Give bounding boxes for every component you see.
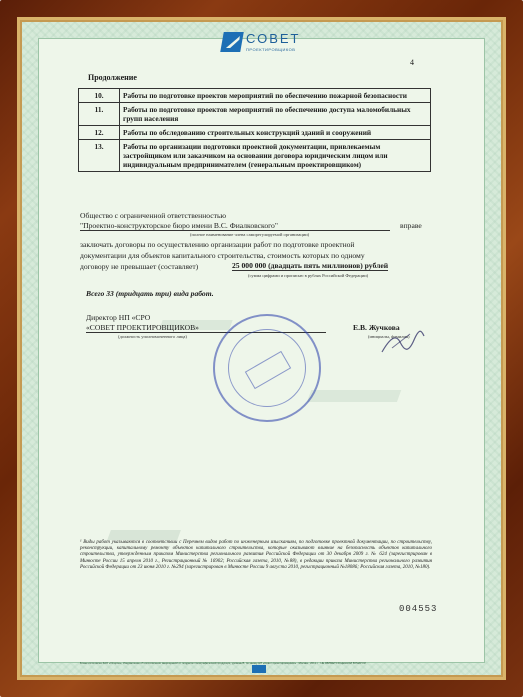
sovet-logo bbox=[222, 30, 312, 60]
footnote: ¹ Виды работ указываются в соответствии с Перечнем видов работ по инженерным изысканиям, по подготовке проектной документации, по строительству, реконструкции, капитальному ремонту объектов капитального строительства, которые оказывают влияние на безопасность объектов капитального строительства, утвержденным приказом Министерства регионального развития Российской Федерации от 30 декабря 2009 г. № 624 (зарегистрирован в Минюсте России 15 апреля 2010 г., Регистрационный № 16902; Российская газета, 2010, №88), в редакции приказа Министерства регионального развития Российской Федерации от 23 июня 2010 г. №294 (зарегистрирован в Минюсте России 9 августа 2010, регистрационный №18086; Российская газета, 2010, №180). bbox=[80, 540, 432, 570]
round-seal-stamp bbox=[213, 314, 321, 422]
table-row bbox=[79, 126, 431, 140]
print-info-line: Бланк изготовлен ЗАО «Опцион», Уведомление об изготовлении защищенной от подделок полиграфической продукции, уровень В, по заказу НП «Совет проектировщиков» · Москва · 2011 г. · НЕ ЯВЛЯЕТСЯ ЦЕННОЙ БУМАГОЙ bbox=[80, 662, 366, 665]
row-number: 13. bbox=[79, 140, 120, 172]
signer-caption: (инициалы, фамилия) bbox=[368, 334, 410, 339]
org-right-word: вправе bbox=[400, 221, 422, 230]
logo-mark-icon bbox=[220, 32, 244, 52]
bottom-logo-icon bbox=[252, 665, 266, 673]
org-body-3: договору не превышает (составляет) bbox=[80, 262, 199, 271]
table-row bbox=[79, 103, 431, 126]
org-body-1: заключать договоры по осуществлению организации работ по подготовке проектной bbox=[80, 240, 355, 249]
signer-name: Е.В. Жучкова bbox=[353, 323, 400, 332]
seal-inner-ring bbox=[228, 329, 306, 407]
works-table bbox=[78, 88, 431, 172]
handwritten-signature bbox=[380, 328, 426, 358]
amount-caption: (сумма цифрами и прописью в рублях Российской Федерации) bbox=[248, 273, 369, 278]
logo-subtitle: ПРОЕКТИРОВЩИКОВ bbox=[246, 47, 296, 52]
logo-name: СОВЕТ bbox=[246, 31, 301, 46]
row-number: 12. bbox=[79, 126, 120, 140]
serial-number: 004553 bbox=[399, 604, 438, 614]
row-text: Работы по подготовке проектов мероприятий по обеспечению пожарной безопасности bbox=[120, 89, 431, 103]
total-works: Всего 33 (тридцать три) вида работ. bbox=[86, 289, 214, 298]
seal-center bbox=[245, 351, 291, 389]
page-heading: Продолжение bbox=[88, 73, 137, 82]
row-text: Работы по подготовке проектов мероприятий по обеспечению доступа маломобильных групп населения bbox=[120, 103, 431, 126]
page-number: 4 bbox=[410, 58, 414, 67]
table-row bbox=[79, 89, 431, 103]
org-body-2: документации для объектов капитального строительства, стоимость которых по одному bbox=[80, 251, 365, 260]
org-line1: Общество с ограниченной ответственностью bbox=[80, 211, 227, 220]
row-number: 10. bbox=[79, 89, 120, 103]
table-row bbox=[79, 140, 431, 172]
director-caption: (должность уполномоченного лица) bbox=[118, 334, 187, 339]
row-number: 11. bbox=[79, 103, 120, 126]
director-org: «СОВЕТ ПРОЕКТИРОВЩИКОВ» bbox=[86, 323, 326, 333]
row-text: Работы по обследованию строительных конструкций зданий и сооружений bbox=[120, 126, 431, 140]
contract-amount: 25 000 000 (двадцать пять миллионов) рублей bbox=[232, 261, 389, 270]
org-caption: (полное наименование члена саморегулируемой организации) bbox=[190, 232, 310, 237]
row-text: Работы по организации подготовки проектной документации, привлекаемым застройщиком или заказчиком на основании договора юридическим лицом или индивидуальным предпринимателем (генеральным проектировщиком) bbox=[120, 140, 431, 172]
org-name: "Проектно-конструкторское бюро имени В.С. Фиалковского" bbox=[80, 221, 390, 231]
director-line1: Директор НП «СРО bbox=[86, 313, 151, 322]
